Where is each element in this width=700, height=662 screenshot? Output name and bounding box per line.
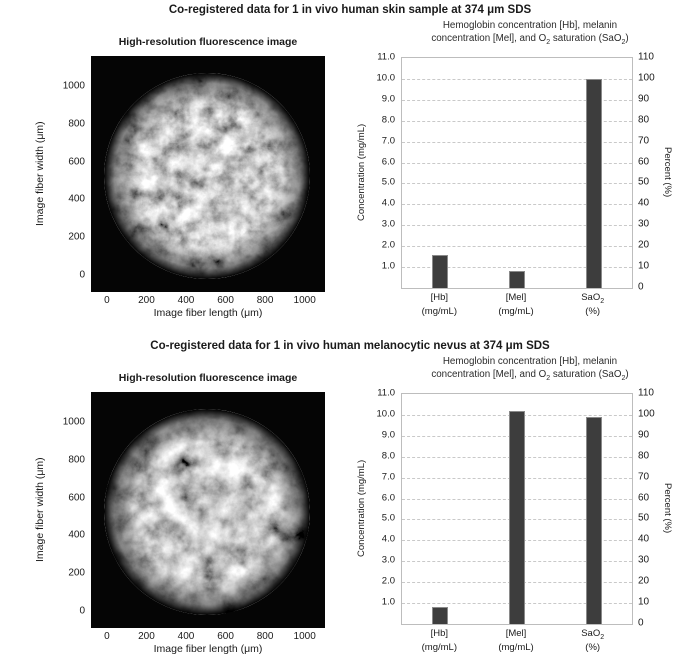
tick-label: 4.0 (381, 197, 395, 209)
tick-label: 5.0 (381, 176, 395, 188)
tick-label: 600 (68, 492, 85, 504)
tick-label: 10.0 (376, 72, 395, 84)
chart-title-line2: concentration [Mel], and $O_2$ saturation (SaO$_2$) (431, 32, 629, 46)
fluorescence-image-frame (91, 392, 325, 628)
tick-label: 3.0 (381, 554, 395, 566)
category-mel: [Mel] (mg/mL) (498, 628, 534, 654)
right-axis-label: Percent (%) (662, 146, 673, 198)
row-title: Co-registered data for 1 in vivo human melanocytic nevus at 374 μm SDS (150, 340, 550, 352)
tick-label: 90 (638, 93, 650, 105)
tick-label: 0 (104, 295, 110, 306)
image-y-axis-label: Image fiber width (μm) (34, 457, 46, 563)
tick-label: 0 (79, 269, 85, 281)
tick-label: 400 (177, 295, 195, 306)
image-y-axis-ticks (50, 392, 87, 628)
image-y-axis-ticks (50, 56, 87, 292)
bar-slot-sao2 (555, 58, 632, 288)
tick-label: 4.0 (381, 533, 395, 545)
tick-label: 11.0 (377, 51, 395, 63)
tick-label: 8.0 (381, 450, 395, 462)
category-sao2: SaO$_2$ (%) (581, 628, 605, 654)
tick-label: 600 (217, 631, 234, 642)
tick-label: 20 (638, 239, 650, 251)
tick-label: 800 (68, 118, 85, 130)
bar-slot-mel (479, 58, 556, 288)
tick-label: 10 (638, 596, 650, 608)
tick-label: 110 (638, 387, 654, 399)
tick-label: 0 (79, 605, 85, 617)
image-panel-title: High-resolution fluorescence image (118, 36, 298, 48)
tick-label: 6.0 (381, 156, 395, 168)
tick-label: 0 (638, 617, 644, 629)
bars (402, 58, 632, 288)
bar-slot-hb (402, 394, 479, 624)
category-hb: [Hb] (mg/mL) (421, 292, 458, 318)
right-axis-label: Percent (%) (662, 482, 673, 534)
tick-label: 80 (638, 114, 650, 126)
tick-label: 200 (138, 295, 155, 306)
category-labels (401, 292, 631, 318)
category-hb: [Hb] (mg/mL) (421, 628, 458, 654)
tick-label: 30 (638, 554, 650, 566)
chart-title-line2: concentration [Mel], and $O_2$ saturation (SaO$_2$) (431, 368, 629, 382)
tick-label: 200 (68, 567, 85, 579)
left-axis-label: Concentration (mg/mL) (356, 123, 367, 221)
tick-label: 200 (138, 631, 155, 642)
figure-row-nevus (0, 336, 700, 662)
tick-label: 800 (256, 295, 274, 306)
fluorescence-image-frame (91, 56, 325, 292)
chart-title (401, 356, 659, 383)
bar-slot-sao2 (555, 394, 632, 624)
fluorescence-image (91, 392, 325, 628)
figure-row-skin (0, 0, 700, 330)
image-y-axis-label: Image fiber width (μm) (34, 121, 46, 227)
bar-sao2 (586, 79, 602, 288)
category-labels (401, 628, 631, 654)
bar-mel (509, 271, 525, 288)
image-panel-title: High-resolution fluorescence image (118, 372, 298, 384)
tick-label: 70 (638, 135, 650, 147)
bars (402, 394, 632, 624)
bar-slot-mel (479, 394, 556, 624)
tick-label: 11.0 (377, 387, 395, 399)
bar-mel (509, 411, 525, 624)
tick-label: 400 (68, 193, 85, 205)
image-x-axis-label: Image fiber length (μm) (153, 643, 263, 655)
tick-label: 400 (68, 529, 85, 541)
tick-label: 50 (638, 512, 650, 524)
tick-label: 60 (638, 492, 650, 504)
left-axis-label: Concentration (mg/mL) (356, 459, 367, 557)
tick-label: 100 (638, 72, 655, 84)
tick-label: 40 (638, 533, 650, 545)
tick-label: 0 (104, 631, 110, 642)
tick-label: 400 (177, 631, 195, 642)
image-x-axis-ticks (91, 631, 325, 643)
tick-label: 1000 (293, 295, 316, 306)
chart-title-line1: Hemoglobin concentration [Hb], melanin (442, 356, 618, 367)
tick-label: 1000 (62, 416, 85, 428)
tick-label: 6.0 (381, 492, 395, 504)
tick-label: 20 (638, 575, 650, 587)
image-x-axis-ticks (91, 295, 325, 307)
category-sao2: SaO$_2$ (%) (581, 292, 605, 318)
tick-label: 2.0 (381, 575, 395, 587)
tick-label: 30 (638, 218, 650, 230)
tick-label: 7.0 (381, 135, 395, 147)
tick-label: 0 (638, 281, 644, 293)
tick-label: 60 (638, 156, 650, 168)
tick-label: 5.0 (381, 512, 395, 524)
tick-label: 8.0 (381, 114, 395, 126)
row-title: Co-registered data for 1 in vivo human skin sample at 374 μm SDS (168, 4, 532, 16)
tick-label: 110 (638, 51, 654, 63)
tick-label: 40 (638, 197, 650, 209)
tick-label: 600 (217, 295, 234, 306)
tick-label: 1.0 (381, 596, 395, 608)
chart-title (401, 20, 659, 47)
tick-label: 50 (638, 176, 650, 188)
tick-label: 200 (68, 231, 85, 243)
tick-label: 10 (638, 260, 650, 272)
bar-hb (432, 607, 448, 624)
tick-label: 800 (256, 631, 274, 642)
tick-label: 100 (638, 408, 655, 420)
tick-label: 9.0 (381, 93, 395, 105)
tick-label: 1000 (62, 80, 85, 92)
tick-label: 2.0 (381, 239, 395, 251)
bar-sao2 (586, 417, 602, 624)
tick-label: 7.0 (381, 471, 395, 483)
tick-label: 600 (68, 156, 85, 168)
tick-label: 3.0 (381, 218, 395, 230)
bar-chart-plot-area (401, 393, 633, 625)
tick-label: 800 (68, 454, 85, 466)
tick-label: 80 (638, 450, 650, 462)
chart-title-line1: Hemoglobin concentration [Hb], melanin (442, 20, 618, 31)
tick-label: 10.0 (376, 408, 395, 420)
tick-label: 70 (638, 471, 650, 483)
tick-label: 1.0 (381, 260, 395, 272)
bar-chart-plot-area (401, 57, 633, 289)
image-x-axis-label: Image fiber length (μm) (153, 307, 263, 319)
fluorescence-image (91, 56, 325, 292)
tick-label: 9.0 (381, 429, 395, 441)
bar-slot-hb (402, 58, 479, 288)
tick-label: 1000 (293, 631, 316, 642)
bar-hb (432, 255, 448, 288)
category-mel: [Mel] (mg/mL) (498, 292, 534, 318)
tick-label: 90 (638, 429, 650, 441)
